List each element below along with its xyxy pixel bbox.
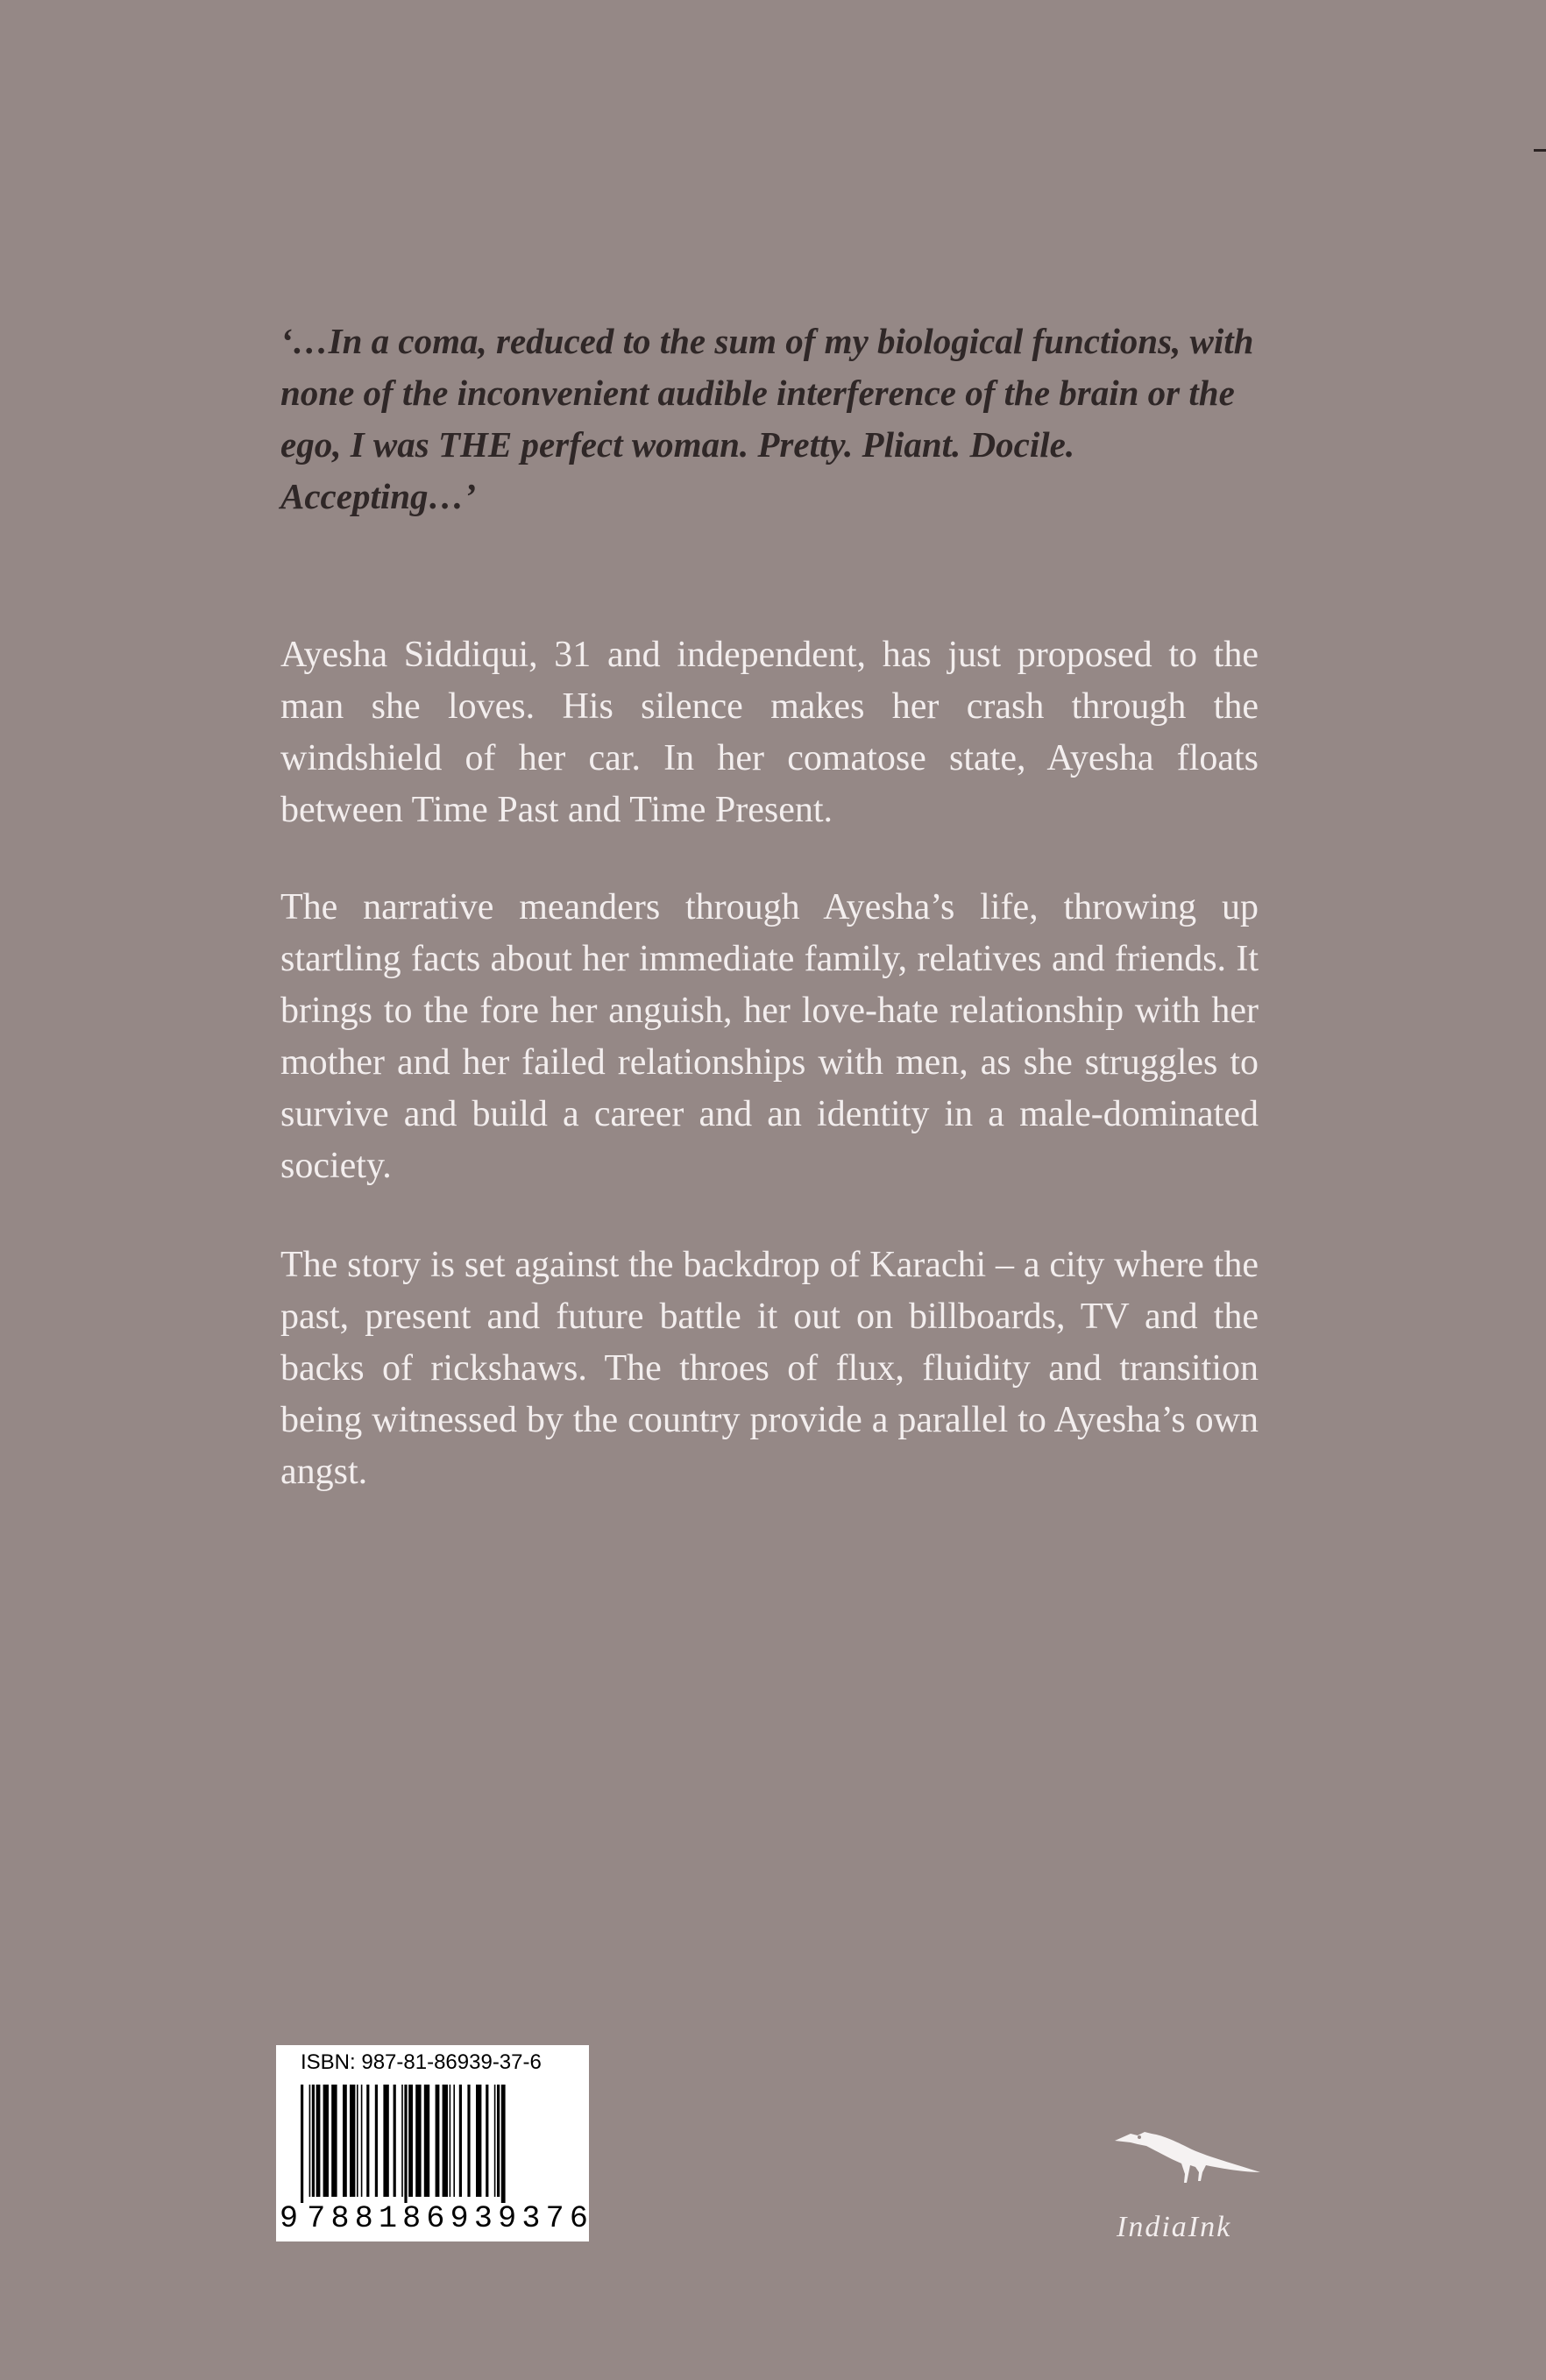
barcode-bar — [443, 2085, 448, 2197]
barcode-bar — [404, 2085, 407, 2203]
barcode-digit: 3 — [473, 2201, 493, 2236]
barcode-bar — [453, 2085, 455, 2197]
barcode-digit: 9 — [450, 2201, 469, 2236]
barcode-bar — [436, 2085, 440, 2197]
barcode-bar — [301, 2085, 303, 2203]
barcode-bar — [401, 2085, 403, 2197]
barcode-digit: 8 — [330, 2201, 350, 2236]
barcode-digit: 8 — [402, 2201, 422, 2236]
barcode-bar — [501, 2085, 506, 2203]
barcode-bar — [350, 2085, 355, 2197]
barcode-digits — [280, 2201, 588, 2236]
barcode-bar — [450, 2085, 451, 2197]
barcode-bar — [459, 2085, 462, 2197]
barcode-digit: 9 — [280, 2201, 299, 2236]
blurb-paragraph-3: The story is set against the backdrop of Karachi – a city where the past, present and future battle it out on billboards, TV and the backs of rickshaws. The throes of flux, fluidity and transition being witnessed by the country provide a parallel to Ayesha’s own angst. — [280, 1245, 1259, 1492]
barcode-bar — [361, 2085, 363, 2197]
barcode-bar — [486, 2085, 488, 2197]
barcode-bar — [316, 2085, 321, 2197]
barcode-digit: 8 — [354, 2201, 373, 2236]
isbn-barcode — [276, 2045, 589, 2241]
barcode-bar — [375, 2085, 378, 2197]
blurb-paragraph-2: The narrative meanders through Ayesha’s life, throwing up startling facts about her immediate family, relatives and friends. It brings to the fore her anguish, her love-hate relationship with her mother and her failed relationships with men, as she struggles to survive and build a career and an identity in a male-dominated society. — [280, 887, 1259, 1186]
cover-quote: ‘…In a coma, reduced to the sum of my biological functions, with none of the inconvenient audible interference of the brain or the ego, I was THE perfect woman. Pretty. Pliant. Docile. Accepting…’ — [280, 321, 1254, 516]
barcode-bar — [394, 2085, 396, 2197]
barcode-digit: 7 — [307, 2201, 326, 2236]
barcode-bar — [343, 2085, 347, 2197]
barcode-digit: 3 — [521, 2201, 541, 2236]
barcode-digit: 6 — [426, 2201, 445, 2236]
barcode-bar — [331, 2085, 337, 2197]
publisher-name: IndiaInk — [1117, 2211, 1232, 2243]
barcode-bar — [476, 2085, 481, 2197]
barcode-bar — [383, 2085, 388, 2197]
barcode-digit: 9 — [498, 2201, 517, 2236]
bird-logo-icon — [1111, 2123, 1269, 2185]
barcode-bar — [467, 2085, 470, 2197]
barcode-bar — [312, 2085, 315, 2197]
barcode-bar — [357, 2085, 358, 2197]
blurb-paragraph-1: Ayesha Siddiqui, 31 and independent, has just proposed to the man she loves. His silence makes her crash through the windshield of her car. In her comatose state, Ayesha floats between Time Past and Time Present. — [280, 635, 1259, 830]
isbn-label: ISBN: 987-81-86939-37-6 — [301, 2050, 542, 2074]
trim-mark — [1534, 149, 1546, 152]
barcode-digit: 6 — [569, 2201, 588, 2236]
barcode-bar — [415, 2085, 421, 2197]
barcode-digit: 1 — [378, 2201, 397, 2236]
barcode-bars — [301, 2085, 564, 2203]
barcode-bar — [366, 2085, 369, 2197]
barcode-bar — [497, 2085, 500, 2197]
barcode-bar — [494, 2085, 496, 2197]
barcode-bar — [408, 2085, 413, 2197]
barcode-bar — [323, 2085, 329, 2197]
barcode-bar — [309, 2085, 311, 2197]
barcode-digit: 7 — [545, 2201, 564, 2236]
barcode-bar — [424, 2085, 429, 2197]
